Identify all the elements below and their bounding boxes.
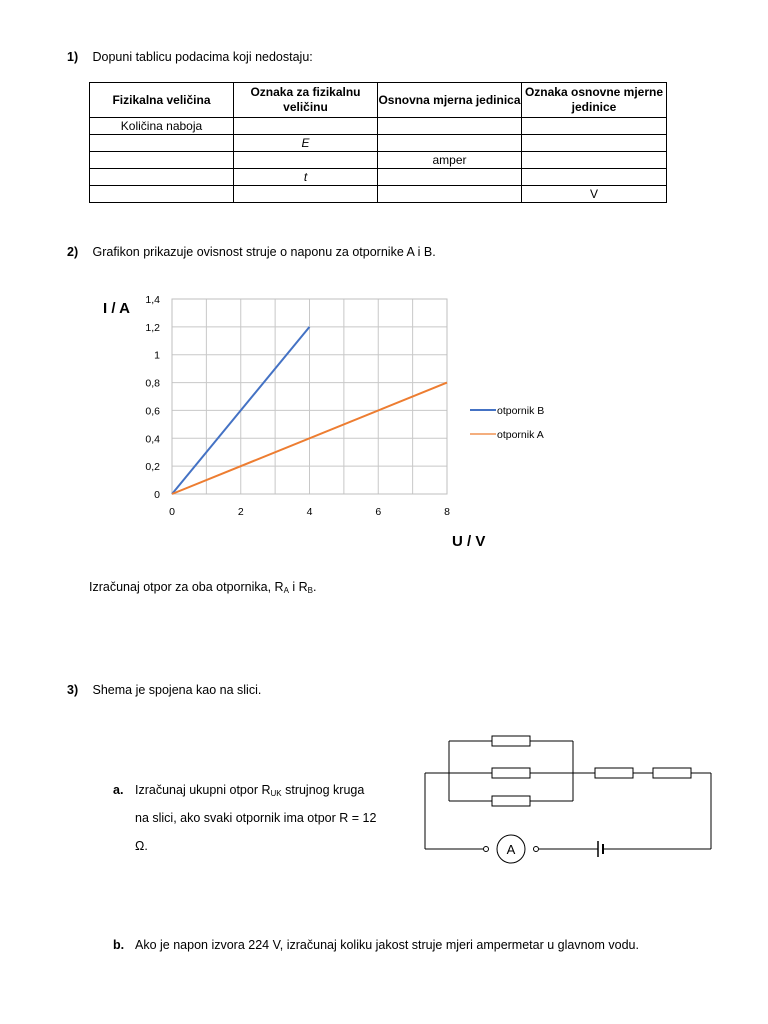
part-a-line-2: na slici, ako svaki otpornik ima otpor R = 12 (135, 811, 377, 825)
table-header-cell: Fizikalna veličina (90, 83, 234, 118)
resistor-parallel-1 (492, 736, 530, 746)
table-row (90, 169, 667, 186)
series-line-otpornik-a (172, 383, 447, 494)
table-cell[interactable] (90, 152, 234, 169)
question-3-number: 3) (67, 683, 79, 697)
resistor-series-1 (595, 768, 633, 778)
series-line-otpornik-b (172, 327, 310, 494)
table-cell[interactable] (522, 118, 667, 135)
question-3-text: Shema je spojena kao na slici. (92, 683, 262, 697)
task-text-prefix: Izračunaj otpor za oba otpornika, R (89, 580, 284, 594)
table-row (90, 135, 667, 152)
x-axis-label: U / V (452, 533, 486, 550)
plot-area (172, 299, 447, 494)
y-tick-label: 1,4 (145, 294, 160, 306)
table-header-cell: Oznaka za fizikalnu veličinu (234, 83, 378, 118)
question-2-number: 2) (67, 245, 79, 259)
table-cell[interactable] (378, 135, 522, 152)
question-2 (67, 245, 436, 259)
ammeter-terminal (534, 847, 539, 852)
x-tick-label: 8 (444, 506, 450, 518)
ammeter-symbol (497, 835, 525, 863)
y-tick-label: 1 (154, 349, 160, 362)
question-2-task (89, 580, 316, 595)
table-cell[interactable] (522, 135, 667, 152)
table-row (90, 186, 667, 203)
x-tick-label: 2 (237, 506, 244, 518)
resistor-series-2 (653, 768, 691, 778)
subscript-uk: UK (270, 789, 282, 798)
question-1-text: Dopuni tablicu podacima koji nedostaju: (92, 50, 313, 64)
x-tick-label: 6 (375, 506, 382, 518)
resistor-parallel-2 (492, 768, 530, 778)
part-b-text: Ako je napon izvora 224 V, izračunaj koliku jakost struje mjeri ampermetar u glavnom vodu. (135, 938, 639, 952)
table-cell[interactable] (90, 135, 234, 152)
part-a-line-1-prefix: Izračunaj ukupni otpor R (135, 783, 271, 797)
table-cell[interactable]: amper (378, 152, 522, 169)
y-axis-label: I / A (103, 300, 130, 317)
question-1 (67, 50, 313, 64)
ammeter-label: A (506, 842, 516, 857)
part-a-line-3: Ω. (135, 839, 148, 853)
ammeter-terminal (484, 847, 489, 852)
subscript-a: A (283, 586, 289, 595)
table-row (90, 152, 667, 169)
table-cell[interactable]: Količina naboja (90, 118, 234, 135)
part-a-line-1-suffix: strujnog kruga (281, 783, 365, 797)
part-a-label: a. (113, 783, 124, 797)
y-tick-label: 0 (154, 489, 160, 501)
table-cell[interactable]: t (234, 169, 378, 186)
legend-label: otpornik B (497, 405, 545, 417)
table-cell[interactable] (234, 118, 378, 135)
part-b-label: b. (113, 938, 125, 952)
table-cell[interactable] (522, 152, 667, 169)
legend-label: otpornik A (497, 429, 544, 441)
table-cell[interactable]: V (522, 186, 667, 203)
table-cell[interactable] (234, 186, 378, 203)
y-tick-label: 0,2 (145, 461, 160, 474)
part-a-line-1 (135, 783, 364, 798)
y-tick-label: 0,4 (145, 433, 160, 446)
question-2-text: Grafikon prikazuje ovisnost struje o naponu za otpornike A i B. (92, 245, 436, 259)
table-header-cell: Oznaka osnovne mjerne jedinice (522, 83, 667, 118)
table-cell[interactable] (378, 169, 522, 186)
y-tick-label: 0,6 (145, 405, 160, 418)
table-cell[interactable] (90, 186, 234, 203)
table-cell[interactable] (378, 186, 522, 203)
x-tick-label: 0 (169, 506, 175, 518)
data-table (89, 82, 667, 203)
subscript-b: B (307, 586, 313, 595)
question-3 (67, 683, 261, 697)
table-cell[interactable] (90, 169, 234, 186)
y-tick-label: 1,2 (145, 321, 160, 334)
task-text-mid: i R (288, 580, 308, 594)
question-1-number: 1) (67, 50, 79, 64)
table-cell[interactable]: E (234, 135, 378, 152)
table-header-row (90, 83, 667, 118)
task-text-suffix: . (313, 580, 317, 594)
resistor-parallel-3 (492, 796, 530, 806)
table-cell[interactable] (378, 118, 522, 135)
table-header-cell: Osnovna mjerna jedinica (378, 83, 522, 118)
y-tick-label: 0,8 (145, 377, 160, 390)
table-cell[interactable] (522, 169, 667, 186)
table-row (90, 118, 667, 135)
x-tick-label: 4 (306, 506, 313, 518)
table-cell[interactable] (234, 152, 378, 169)
